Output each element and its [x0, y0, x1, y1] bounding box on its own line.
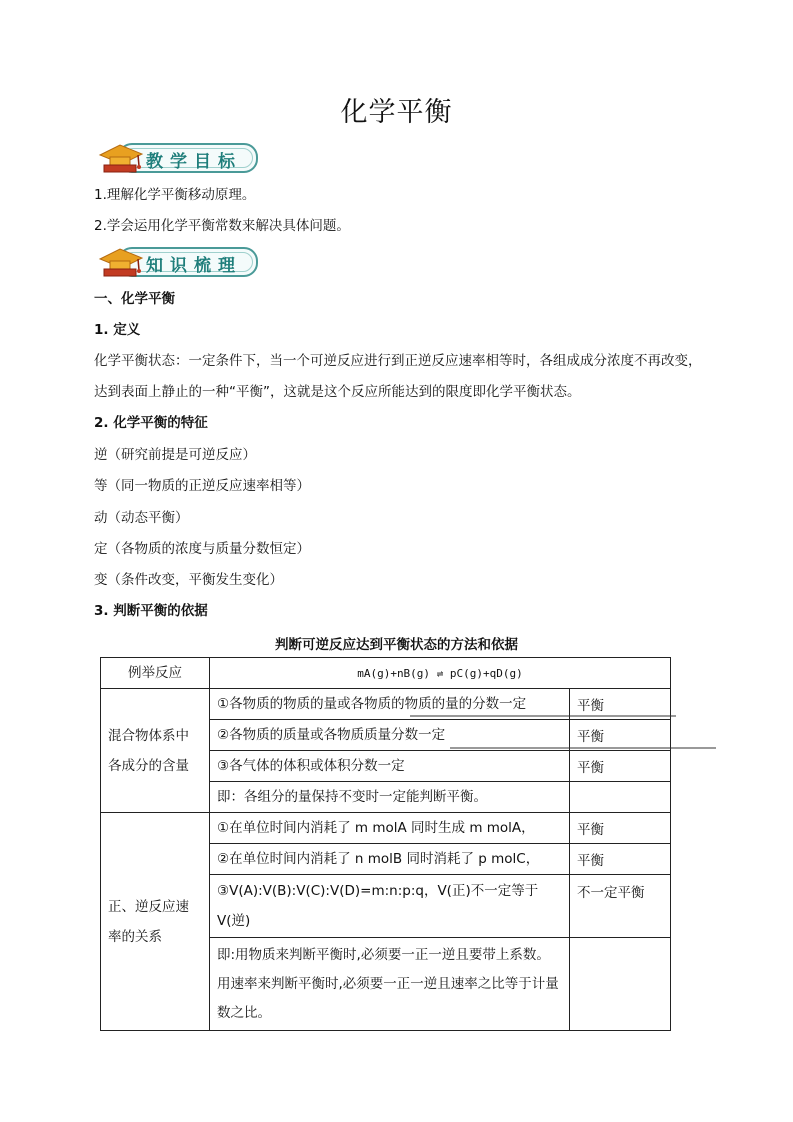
feature-item: 动（动态平衡）	[94, 510, 189, 526]
result-cell: 平衡	[570, 720, 671, 751]
result-cell: 不一定平衡	[570, 875, 671, 938]
table-row	[101, 813, 671, 844]
condition-cell: 即:用物质来判断平衡时,必须要一正一逆且要带上系数。用速率来判断平衡时,必须要一正一逆且速率之比等于计量数之比。	[210, 938, 570, 1031]
equilibrium-criteria-table	[100, 657, 671, 1031]
subsection-heading: 2. 化学平衡的特征	[94, 415, 208, 431]
result-cell: 平衡	[570, 689, 671, 720]
feature-item: 变（条件改变，平衡发生变化）	[94, 572, 283, 588]
condition-cell: ②在单位时间内消耗了 n molB 同时消耗了 p molC，	[210, 844, 570, 875]
table-caption: 判断可逆反应达到平衡状态的方法和依据	[275, 637, 518, 653]
table-row	[101, 689, 671, 720]
banner-label: 知识梳理	[146, 256, 242, 276]
definition-paragraph: 化学平衡状态：一定条件下，当一个可逆反应进行到正逆反应速率相等时，各组成成分浓度不再改变，达到表面上静止的一种“平衡”，这就是这个反应所能达到的限度即化学平衡状态。	[94, 353, 702, 400]
result-cell: 平衡	[570, 751, 671, 782]
header-label: 例举反应	[101, 658, 210, 689]
banner-knowledge-review	[96, 243, 258, 279]
condition-cell: ①在单位时间内消耗了 m molA 同时生成 m molA，	[210, 813, 570, 844]
banner-teaching-goals	[96, 139, 258, 175]
subsection-heading: 1. 定义	[94, 322, 141, 338]
condition-cell: ②各物质的质量或各物质质量分数一定	[210, 720, 570, 751]
feature-item: 逆（研究前提是可逆反应）	[94, 447, 256, 463]
group-label: 混合物体系中各成分的含量	[101, 689, 210, 813]
banner-label: 教学目标	[146, 152, 242, 172]
feature-item: 定（各物质的浓度与质量分数恒定）	[94, 541, 310, 557]
reaction-equation: mA(g)+nB(g) ⇌ pC(g)+qD(g)	[210, 658, 671, 689]
table-row	[101, 658, 671, 689]
subsection-heading: 3. 判断平衡的依据	[94, 603, 208, 619]
condition-cell: ③各气体的体积或体积分数一定	[210, 751, 570, 782]
result-cell	[570, 938, 671, 1031]
page-title: 化学平衡	[340, 97, 453, 128]
condition-cell: ①各物质的物质的量或各物质的物质的量的分数一定	[210, 689, 570, 720]
graduation-hat-icon	[96, 243, 148, 281]
goal-item: 1.理解化学平衡移动原理。	[94, 187, 256, 203]
graduation-hat-icon	[96, 139, 148, 177]
condition-cell: 即：各组分的量保持不变时一定能判断平衡。	[210, 782, 570, 813]
result-cell	[570, 782, 671, 813]
result-cell: 平衡	[570, 844, 671, 875]
goal-item: 2.学会运用化学平衡常数来解决具体问题。	[94, 218, 350, 234]
feature-item: 等（同一物质的正逆反应速率相等）	[94, 478, 310, 494]
condition-cell: ③V(A):V(B):V(C):V(D)=m:n:p:q，V(正)不一定等于V(逆)	[210, 875, 570, 938]
group-label: 正、逆反应速率的关系	[101, 813, 210, 1031]
result-cell: 平衡	[570, 813, 671, 844]
section-heading: 一、化学平衡	[94, 291, 175, 307]
